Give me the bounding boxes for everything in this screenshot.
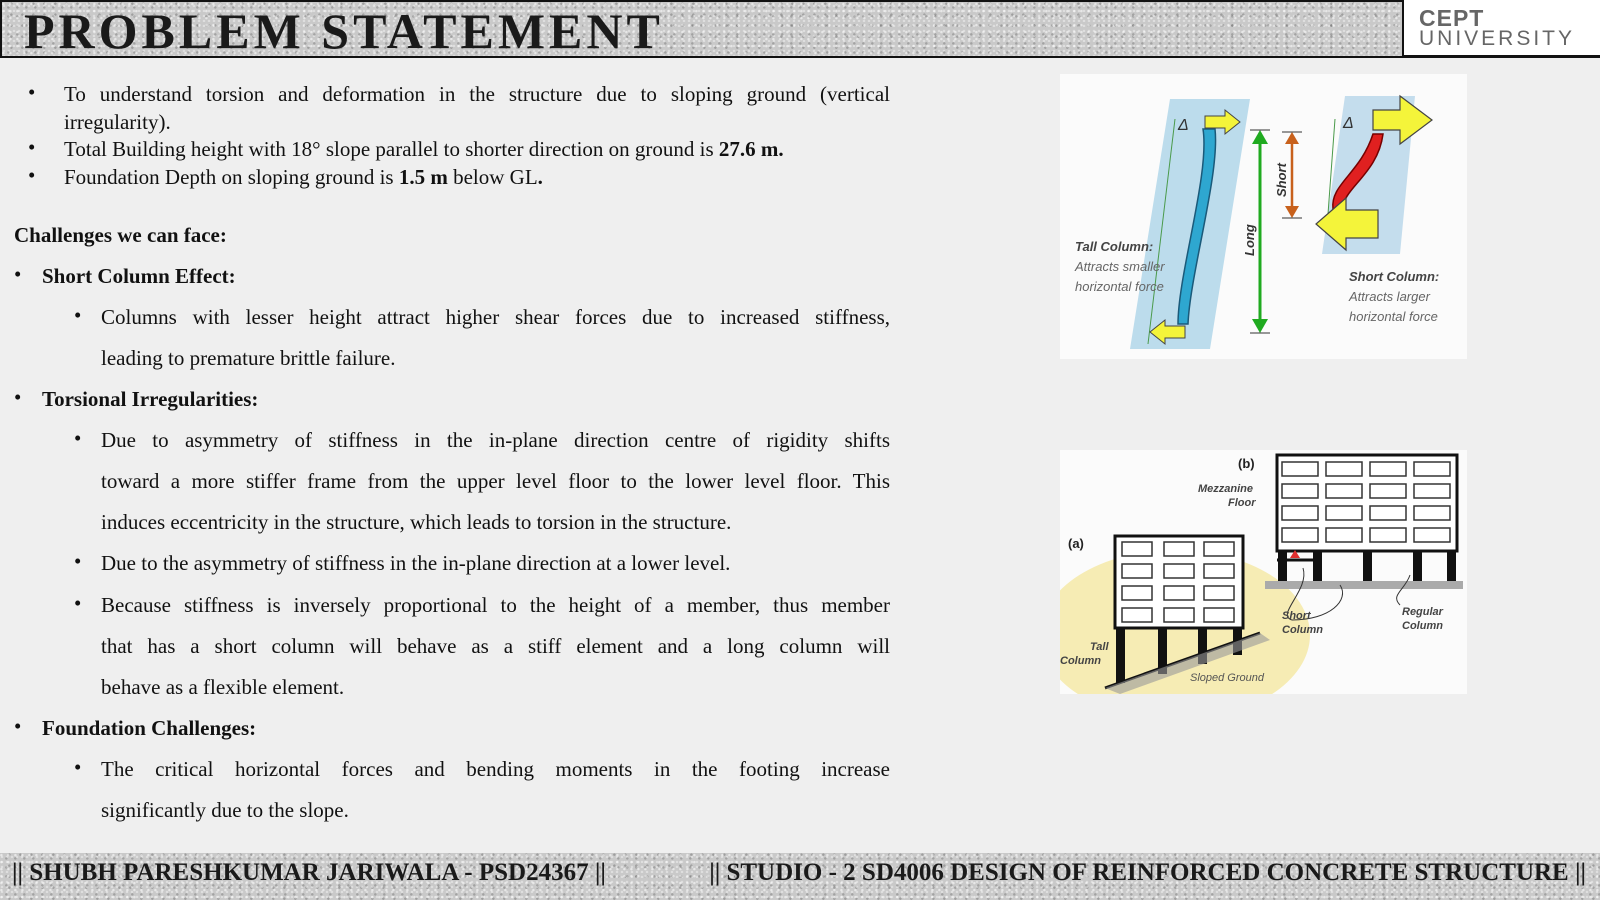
section-heading-foundation (42, 714, 256, 742)
section-heading-text: Short Column Effect: (42, 264, 236, 288)
bullet: • (14, 385, 22, 409)
short-column-label-1: Short (1282, 610, 1311, 622)
logo-line-university: UNIVERSITY (1419, 27, 1576, 50)
logo-line-cept: CEPT (1419, 5, 1485, 31)
building-height-value: 27.6 m. (718, 137, 784, 161)
long-arrow-top (1252, 130, 1268, 144)
tall-column-label-2: Column (1060, 655, 1101, 667)
torsional-p3-line-2: that has a short column will behave as a stiff element and a long column will (101, 634, 890, 658)
torsional-p1-line-1: Due to asymmetry of stiffness in the in-plane direction centre of rigidity shifts (101, 428, 890, 452)
long-label: Long (1242, 224, 1257, 256)
section-heading-short-column (42, 262, 236, 290)
short-column-desc-2: horizontal force (1349, 309, 1438, 324)
regular-column-leader (1397, 575, 1410, 605)
page-title: PROBLEM STATEMENT (24, 3, 664, 59)
long-arrow-bottom (1252, 319, 1268, 333)
bullet: • (74, 591, 82, 615)
delta-label-short: Δ (1343, 115, 1354, 132)
intro-point-2 (64, 135, 904, 163)
short-label: Short (1274, 163, 1289, 197)
tall-column-desc-2: horizontal force (1075, 279, 1164, 294)
mezzanine-label-1: Mezzanine (1198, 483, 1254, 495)
figure-1-svg (1060, 74, 1467, 359)
bullet: • (28, 135, 36, 159)
figure-sloped-ground-buildings (1060, 450, 1467, 694)
short-arrow-top (1285, 132, 1299, 144)
short-column-desc-1: Attracts larger (1349, 289, 1430, 304)
figure-tall-short-column (1060, 74, 1467, 359)
foundation-line-1: The critical horizontal forces and bending moments in the footing increase (101, 757, 890, 781)
foundation-line-2: significantly due to the slope. (101, 798, 349, 822)
intro-point-3 (64, 163, 904, 191)
torsional-p3-line-1: Because stiffness is inversely proportional to the height of a member, thus member (101, 593, 890, 617)
bullet: • (14, 714, 22, 738)
intro-point-1: To understand torsion and deformation in the structure due to sloping ground (vertical irregularity). (64, 82, 890, 134)
delta-label-tall: Δ (1178, 117, 1189, 134)
header-bar (0, 0, 1404, 58)
tall-column-panel (1130, 99, 1250, 349)
torsional-p2-line-1: Due to the asymmetry of stiffness in the in-plane direction at a lower level. (101, 551, 731, 575)
mezzanine-label-2: Floor (1228, 497, 1256, 509)
intro-point-3-period: . (537, 165, 543, 189)
figure-2-svg (1060, 450, 1467, 694)
intro-point-3-text: Foundation Depth on sloping ground is (64, 165, 399, 189)
tall-column-label-1: Tall (1090, 641, 1109, 653)
tall-column-desc-1: Attracts smaller (1075, 259, 1165, 274)
bullet: • (74, 755, 82, 779)
short-arrow-bottom (1285, 206, 1299, 218)
cept-logo (1404, 0, 1600, 58)
short-column-line-1: Columns with lesser height attract higher shear forces due to increased stiffness, (101, 305, 890, 329)
challenges-heading-text: Challenges we can face: (14, 223, 227, 247)
bullet: • (74, 426, 82, 450)
bullet: • (28, 80, 36, 104)
short-column-label-2: Column (1282, 624, 1323, 636)
short-column-line-2: leading to premature brittle failure. (101, 346, 396, 370)
bullet: • (74, 303, 82, 327)
footer-bar (0, 853, 1600, 900)
section-heading-torsional (42, 385, 258, 413)
footer-author: || SHUBH PARESHKUMAR JARIWALA - PSD24367 || (12, 859, 606, 886)
section-heading-text: Torsional Irregularities: (42, 387, 259, 411)
footer-course: || STUDIO - 2 SD4006 DESIGN OF REINFORCED CONCRETE STRUCTURE || (709, 859, 1586, 886)
regular-column-label-1: Regular (1402, 606, 1443, 618)
tall-column-title: Tall Column: (1075, 239, 1154, 254)
torsional-p3-line-3: behave as a flexible element. (101, 675, 345, 699)
intro-point-2-text: Total Building height with 18° slope parallel to shorter direction on ground is (64, 137, 719, 161)
ground-b (1265, 581, 1463, 589)
label-b: (b) (1238, 456, 1255, 471)
bullet: • (74, 549, 82, 573)
sloped-ground-label: Sloped Ground (1190, 672, 1264, 684)
section-heading-text: Foundation Challenges: (42, 716, 257, 740)
label-a: (a) (1068, 536, 1084, 551)
torsional-p1-line-3: induces eccentricity in the structure, which leads to torsion in the structure. (101, 510, 732, 534)
bullet: • (14, 262, 22, 286)
short-column-title: Short Column: (1349, 269, 1440, 284)
foundation-depth-value: 1.5 m (398, 165, 448, 189)
intro-point-3-tail: below GL (447, 165, 538, 189)
bullet: • (28, 163, 36, 187)
challenges-heading (14, 221, 227, 249)
torsional-p1-line-2: toward a more stiffer frame from the upper level floor to the lower level floor. This (101, 469, 890, 493)
building-b-columns (1278, 551, 1456, 581)
regular-column-label-2: Column (1402, 620, 1443, 632)
